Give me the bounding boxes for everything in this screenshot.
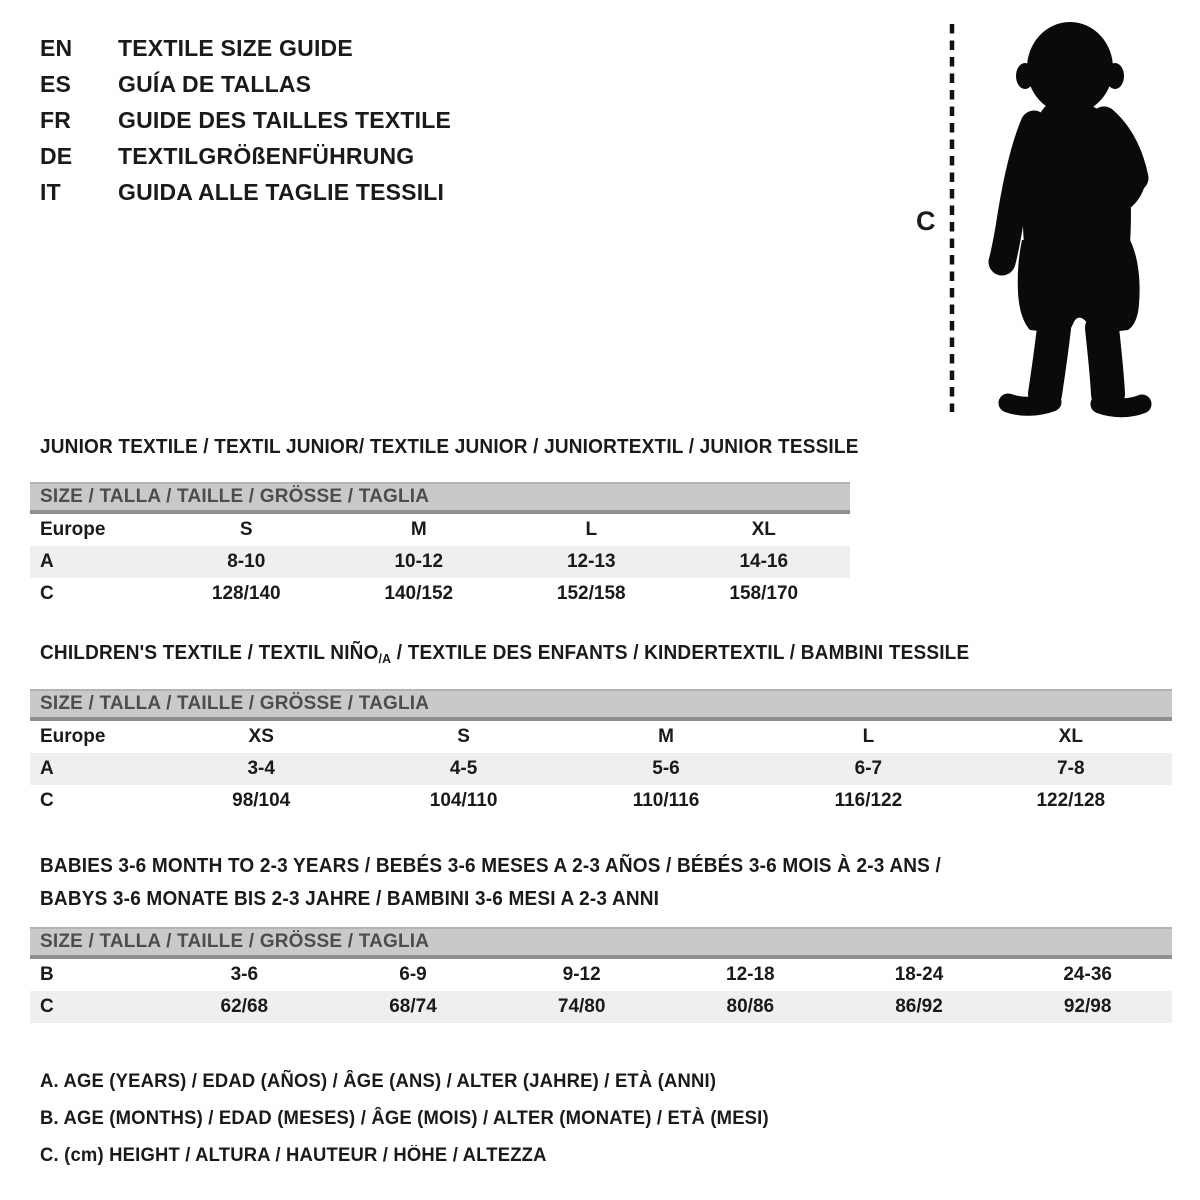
height-cell: 110/116 bbox=[632, 790, 700, 811]
size-cell: XL bbox=[751, 519, 776, 540]
size-header-bar: SIZE / TALLA / TAILLE / GRÖSSE / TAGLIA bbox=[30, 927, 1172, 959]
age-cell: 24-36 bbox=[1063, 964, 1112, 985]
legend-line-a: A. AGE (YEARS) / EDAD (AÑOS) / ÂGE (ANS) / ALTER (JAHRE) / ETÀ (ANNI) bbox=[40, 1071, 717, 1092]
height-cell: 116/122 bbox=[834, 790, 903, 811]
junior-size-table bbox=[30, 482, 850, 610]
babies-title-line1: BABIES 3-6 MONTH TO 2-3 YEARS / BEBÉS 3-6 MESES A 2-3 AÑOS / BÉBÉS 3-6 MOIS À 2-3 ANS / bbox=[40, 855, 941, 877]
children-size-table bbox=[30, 689, 1172, 817]
language-code: FR bbox=[40, 107, 72, 133]
age-cell: 4-5 bbox=[449, 758, 478, 779]
language-code: EN bbox=[40, 35, 73, 61]
language-title-list bbox=[40, 30, 451, 210]
age-cell: 14-16 bbox=[739, 551, 789, 572]
toddler-silhouette bbox=[1002, 22, 1142, 408]
size-header-bar: SIZE / TALLA / TAILLE / GRÖSSE / TAGLIA bbox=[30, 482, 850, 514]
guide-title: GUIDA ALLE TAGLIE TESSILI bbox=[118, 179, 445, 205]
height-cell: 62/68 bbox=[220, 996, 269, 1017]
row-label: B bbox=[40, 964, 54, 985]
height-cell: 86/92 bbox=[895, 996, 943, 1017]
language-code: DE bbox=[40, 143, 73, 169]
babies-title-line2: BABYS 3-6 MONATE BIS 2-3 JAHRE / BAMBINI 3-6 MESI A 2-3 ANNI bbox=[40, 888, 660, 910]
guide-title: GUIDE DES TAILLES TEXTILE bbox=[118, 107, 451, 133]
row-label: A bbox=[40, 758, 54, 779]
size-cell: L bbox=[585, 519, 598, 540]
measurement-legend bbox=[40, 1063, 791, 1174]
row-label: C bbox=[40, 996, 54, 1017]
height-cell: 128/140 bbox=[211, 583, 281, 604]
babies-size-table bbox=[30, 927, 1172, 1023]
size-cell: XL bbox=[1058, 726, 1083, 747]
age-cell: 3-6 bbox=[230, 964, 259, 985]
children-section-title bbox=[40, 642, 969, 666]
age-cell: 8-10 bbox=[227, 551, 266, 572]
legend-line-b: B. AGE (MONTHS) / EDAD (MESES) / ÂGE (MOIS) / ALTER (MONATE) / ETÀ (MESI) bbox=[40, 1108, 769, 1129]
table-row bbox=[30, 785, 1172, 817]
age-cell: 18-24 bbox=[894, 964, 944, 985]
toddler-silhouette-figure bbox=[900, 8, 1190, 422]
table-row bbox=[30, 753, 1172, 785]
height-cell: 122/128 bbox=[1036, 790, 1106, 811]
table-row bbox=[30, 546, 850, 578]
height-marker-label: C bbox=[916, 206, 936, 236]
height-cell: 68/74 bbox=[389, 996, 437, 1017]
age-cell: 7-8 bbox=[1057, 758, 1085, 779]
junior-section-title: JUNIOR TEXTILE / TEXTIL JUNIOR/ TEXTILE JUNIOR / JUNIORTEXTIL / JUNIOR TESSILE bbox=[40, 436, 859, 458]
size-cell: S bbox=[239, 519, 253, 540]
height-cell: 92/98 bbox=[1063, 996, 1112, 1017]
height-cell: 158/170 bbox=[729, 583, 799, 604]
size-cell: L bbox=[862, 726, 875, 747]
legend-line-c: C. (cm) HEIGHT / ALTURA / HAUTEUR / HÖHE / ALTEZZA bbox=[40, 1145, 547, 1166]
guide-title: TEXTILE SIZE GUIDE bbox=[118, 35, 353, 61]
row-label: Europe bbox=[40, 519, 106, 540]
children-title-sub: /A bbox=[378, 651, 392, 666]
size-cell: M bbox=[410, 519, 427, 540]
babies-section-title bbox=[40, 850, 941, 916]
children-title-part2: / TEXTILE DES ENFANTS / KINDERTEXTIL / BAMBINI TESSILE bbox=[391, 642, 970, 664]
age-cell: 5-6 bbox=[652, 758, 680, 779]
row-label: C bbox=[40, 790, 54, 811]
height-cell: 152/158 bbox=[556, 583, 626, 604]
row-label: Europe bbox=[40, 726, 106, 747]
guide-title: GUÍA DE TALLAS bbox=[118, 71, 312, 97]
age-cell: 12-18 bbox=[726, 964, 775, 985]
height-cell: 140/152 bbox=[384, 583, 454, 604]
row-label: C bbox=[40, 583, 54, 604]
size-header-bar: SIZE / TALLA / TAILLE / GRÖSSE / TAGLIA bbox=[30, 689, 1172, 721]
table-row bbox=[30, 959, 1172, 991]
size-cell: XS bbox=[248, 726, 274, 747]
age-cell: 9-12 bbox=[562, 964, 601, 985]
height-cell: 98/104 bbox=[232, 790, 291, 811]
size-cell: M bbox=[658, 726, 674, 747]
age-cell: 10-12 bbox=[394, 551, 444, 572]
age-cell: 6-7 bbox=[854, 758, 883, 779]
row-label: A bbox=[40, 551, 54, 572]
guide-title: TEXTILGRÖßENFÜHRUNG bbox=[118, 143, 415, 169]
age-cell: 12-13 bbox=[566, 551, 616, 572]
age-cell: 3-4 bbox=[247, 758, 275, 779]
height-cell: 104/110 bbox=[429, 790, 498, 811]
size-cell: S bbox=[457, 726, 470, 747]
table-row bbox=[30, 514, 850, 546]
age-cell: 6-9 bbox=[399, 964, 427, 985]
children-title-part1: CHILDREN'S TEXTILE / TEXTIL NIÑO bbox=[40, 642, 379, 664]
height-cell: 74/80 bbox=[557, 996, 606, 1017]
table-row bbox=[30, 721, 1172, 753]
table-row bbox=[30, 578, 850, 610]
language-code: IT bbox=[40, 179, 61, 205]
height-cell: 80/86 bbox=[726, 996, 775, 1017]
language-code: ES bbox=[40, 71, 72, 97]
table-row bbox=[30, 991, 1172, 1023]
